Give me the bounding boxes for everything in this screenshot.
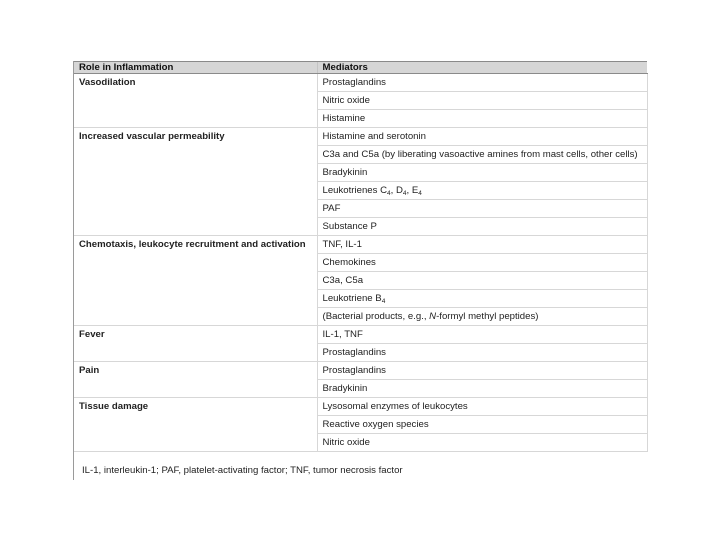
role-cell: Fever [74,326,317,362]
role-cell: Vasodilation [74,74,317,128]
text-part: , E [406,184,419,196]
footnote: IL-1, interleukin-1; PAF, platelet-activating factor; TNF, tumor necrosis factor [82,465,403,476]
mediator-cell: TNF, IL-1 [317,236,647,254]
mediator-cell: Bradykinin [317,164,647,182]
mediator-cell: Lysosomal enzymes of leukocytes [317,398,647,416]
mediator-cell: Bradykinin [317,380,647,398]
mediators-table [74,61,648,452]
table-row [74,398,647,416]
table-row [74,236,647,254]
mediator-cell: Nitric oxide [317,92,647,110]
mediator-cell: C3a and C5a (by liberating vasoactive amines from mast cells, other cells) [317,146,647,164]
header-mediators: Mediators [317,62,647,74]
subscript: 4 [402,189,407,197]
text-part: , D [390,184,403,196]
mediator-cell: PAF [317,200,647,218]
mediator-cell: IL-1, TNF [317,326,647,344]
mediator-cell: Histamine and serotonin [317,128,647,146]
mediator-cell: Reactive oxygen species [317,416,647,434]
subscript: 4 [387,189,391,197]
role-cell: Increased vascular permeability [74,128,317,236]
role-cell: Chemotaxis, leukocyte recruitment and activation [74,236,317,326]
text-part: Leukotriene B [322,292,382,304]
mediator-cell: Histamine [317,110,647,128]
mediator-cell [317,308,647,326]
table-body [74,74,647,452]
subscript: 4 [418,189,422,197]
role-cell: Pain [74,362,317,398]
table-row [74,362,647,380]
text-part: N [429,310,437,322]
mediator-cell: Prostaglandins [317,74,647,92]
role-cell: Tissue damage [74,398,317,452]
text-part: -formyl methyl peptides) [436,310,539,322]
table-header-row [74,62,647,74]
mediator-cell [317,182,647,200]
mediator-cell: Chemokines [317,254,647,272]
mediator-cell [317,290,647,308]
subscript: 4 [381,297,386,305]
header-role: Role in Inflammation [74,62,317,74]
mediator-cell: C3a, C5a [317,272,647,290]
table-row [74,128,647,146]
document-page [73,61,649,480]
mediator-cell: Substance P [317,218,647,236]
mediator-cell: Nitric oxide [317,434,647,452]
mediator-cell: Prostaglandins [317,362,647,380]
mediator-cell: Prostaglandins [317,344,647,362]
table-row [74,74,647,92]
text-part: Leukotrienes C [322,184,388,196]
table-row [74,326,647,344]
text-part: (Bacterial products, e.g., [322,310,430,322]
